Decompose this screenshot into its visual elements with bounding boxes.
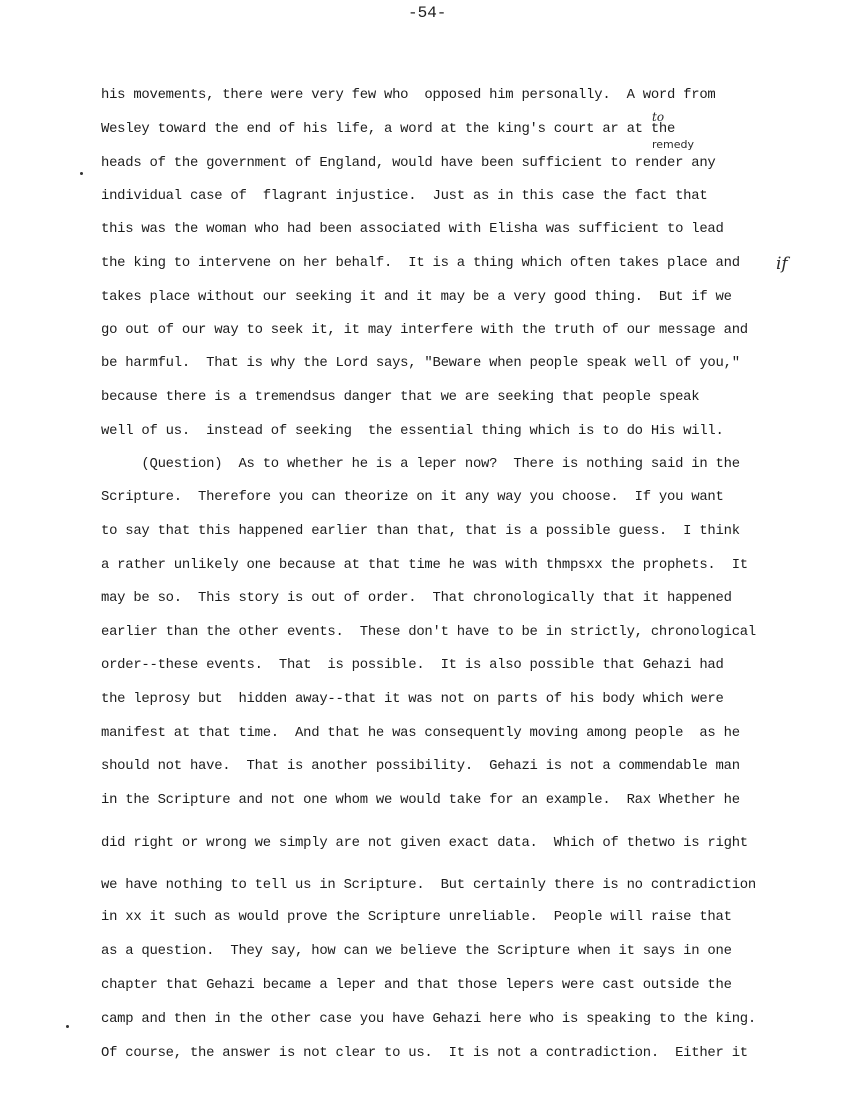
text-line: this was the woman who had been associated with Elisha was sufficient to lead <box>101 221 724 237</box>
text-line: camp and then in the other case you have Gehazi here who is speaking to the king. <box>101 1011 756 1027</box>
text-line: takes place without our seeking it and it may be a very good thing. But if we <box>101 289 732 305</box>
text-line: we have nothing to tell us in Scripture. But certainly there is no contradiction <box>101 877 756 893</box>
text-line: order--these events. That is possible. It is also possible that Gehazi had <box>101 657 724 673</box>
text-line: a rather unlikely one because at that time he was with thmpsxx the prophets. It <box>101 557 748 573</box>
text-line: go out of our way to seek it, it may interfere with the truth of our message and <box>101 322 748 338</box>
text-line: the king to intervene on her behalf. It is a thing which often takes place and <box>101 255 740 271</box>
text-line: to say that this happened earlier than that, that is a possible guess. I think <box>101 523 740 539</box>
text-line: Wesley toward the end of his life, a word at the king's court ar at the <box>101 121 676 137</box>
text-line: in the Scripture and not one whom we would take for an example. Rax Whether he <box>101 792 740 808</box>
text-line: be harmful. That is why the Lord says, "Beware when people speak well of you," <box>101 355 740 371</box>
text-line: earlier than the other events. These don't have to be in strictly, chronological <box>101 624 756 640</box>
text-line: the leprosy but hidden away--that it was not on parts of his body which were <box>101 691 724 707</box>
text-line: in xx it such as would prove the Scripture unreliable. People will raise that <box>101 909 732 925</box>
text-line: because there is a tremendsus danger that we are seeking that people speak <box>101 389 700 405</box>
text-line: well of us. instead of seeking the essential thing which is to do His will. <box>101 423 724 439</box>
typed-body <box>0 86 852 1076</box>
text-line: his movements, there were very few who opposed him personally. A word from <box>101 87 716 103</box>
page-number: -54- <box>408 4 447 22</box>
text-line: manifest at that time. And that he was consequently moving among people as he <box>101 725 740 741</box>
text-line: heads of the government of England, would have been sufficient to render any <box>101 155 716 171</box>
margin-note-if: if <box>776 254 788 274</box>
scan-speck <box>80 172 83 175</box>
typed-insert-remedy: remedy <box>652 138 695 151</box>
text-line: should not have. That is another possibility. Gehazi is not a commendable man <box>101 758 740 774</box>
text-line: (Question) As to whether he is a leper now? There is nothing said in the <box>101 456 740 472</box>
scan-speck <box>66 1025 69 1028</box>
text-line: did right or wrong we simply are not given exact data. Which of thetwo is right <box>101 835 748 851</box>
text-line: may be so. This story is out of order. That chronologically that it happened <box>101 590 732 606</box>
text-line: Scripture. Therefore you can theorize on it any way you choose. If you want <box>101 489 724 505</box>
text-line: Of course, the answer is not clear to us. It is not a contradiction. Either it <box>101 1045 748 1061</box>
handwritten-insert-to: to <box>652 110 665 124</box>
text-line: chapter that Gehazi became a leper and that those lepers were cast outside the <box>101 977 732 993</box>
text-line: individual case of flagrant injustice. Just as in this case the fact that <box>101 188 708 204</box>
text-line: as a question. They say, how can we believe the Scripture when it says in one <box>101 943 732 959</box>
